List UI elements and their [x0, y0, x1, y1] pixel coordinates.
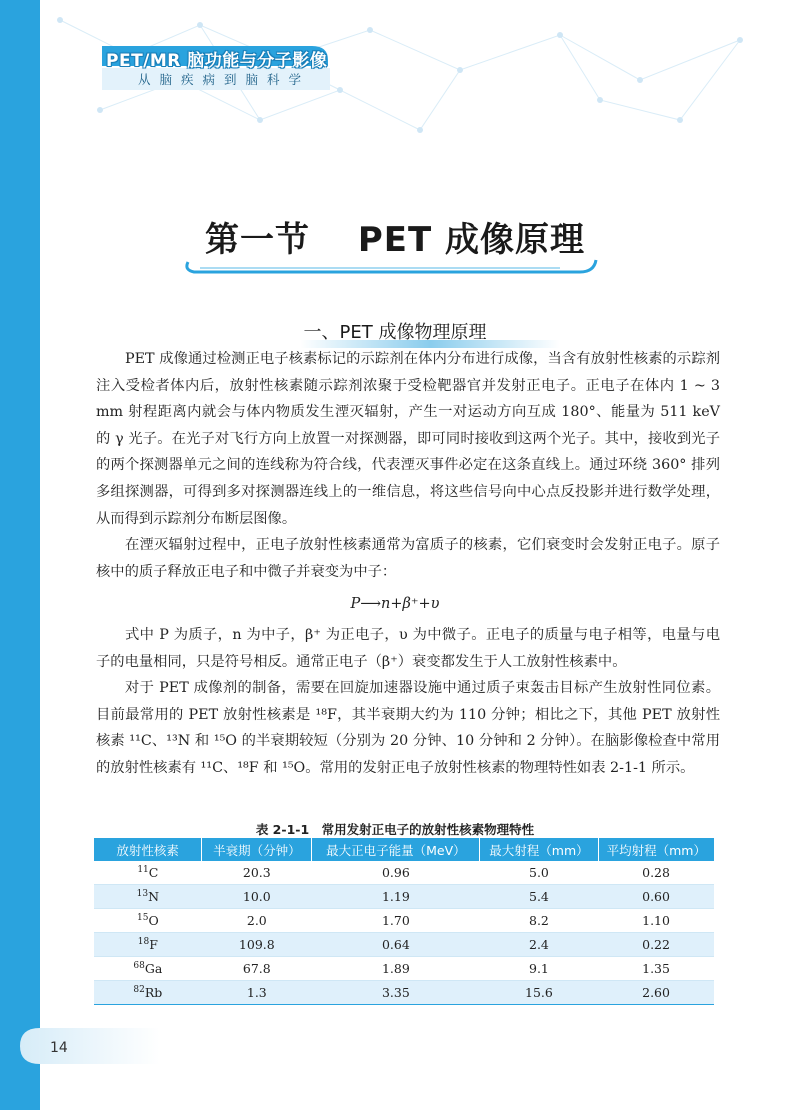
header-max-range: 最大射程（mm）	[480, 838, 598, 861]
chapter-title: 第一节 PET 成像原理	[204, 220, 585, 260]
nuclide-cell: $^{13}$N	[94, 885, 202, 909]
table-row	[94, 933, 714, 957]
body-text-upper	[96, 346, 720, 585]
header-mean-range: 平均射程（mm）	[598, 838, 714, 861]
half-life-cell: 10.0	[202, 885, 312, 909]
header-half-life: 半衰期（分钟）	[202, 838, 312, 861]
half-life-cell: 67.8	[202, 957, 312, 981]
nuclide-cell: $^{68}$Ga	[94, 957, 202, 981]
paragraph-4: 对于 PET 成像剂的制备，需要在回旋加速器设施中通过质子束轰击目标产生放射性同位素。目前最常用的 PET 放射性核素是 ¹⁸F，其半衰期大约为 110 分钟；相比之下，其他 PET 放射性核素 ¹¹C、¹³N 和 ¹⁵O 的半衰期较短（分别为 20 分钟、10 分钟和 2 分钟）。在脑影像检查中常用的放射性核素有 ¹¹C、¹⁸F 和 ¹⁵O。常用的发射正电子放射性核素的物理特性如表 2-1-1 所示。	[96, 680, 720, 776]
half-life-cell: 2.0	[202, 909, 312, 933]
max-range-cell: 9.1	[480, 957, 598, 981]
mean-range-cell: 1.10	[598, 909, 714, 933]
nuclide-cell: $^{11}$C	[94, 861, 202, 885]
series-title-sub: 从脑疾病到脑科学	[138, 72, 311, 87]
paragraph-3: 式中 P 为质子，n 为中子，β⁺ 为正电子，υ 为中微子。正电子的质量与电子相等，电量与电子的电量相同，只是符号相反。通常正电子（β⁺）衰变都发生于人工放射性核素中。	[96, 627, 720, 670]
energy-cell: 0.96	[312, 861, 480, 885]
energy-cell: 3.35	[312, 981, 480, 1005]
table-row	[94, 885, 714, 909]
nuclide-cell: $^{82}$Rb	[94, 981, 202, 1005]
table-row	[94, 981, 714, 1005]
header-nuclide: 放射性核素	[94, 838, 202, 861]
energy-cell: 1.89	[312, 957, 480, 981]
radionuclide-table	[94, 838, 714, 1005]
series-title-main: PET/MR 脑功能与分子影像	[106, 51, 328, 71]
energy-cell: 1.19	[312, 885, 480, 909]
nuclide-cell: $^{18}$F	[94, 933, 202, 957]
energy-cell: 1.70	[312, 909, 480, 933]
mean-range-cell: 0.28	[598, 861, 714, 885]
max-range-cell: 2.4	[480, 933, 598, 957]
page-number: 14	[50, 1040, 68, 1056]
half-life-cell: 1.3	[202, 981, 312, 1005]
max-range-cell: 8.2	[480, 909, 598, 933]
page-number-decoration	[20, 1028, 160, 1064]
body-text-lower	[96, 622, 720, 782]
paragraph-1: PET 成像通过检测正电子核素标记的示踪剂在体内分布进行成像，当含有放射性核素的示踪剂注入受检者体内后，放射性核素随示踪剂浓聚于受检靶器官并发射正电子。正电子在体内 1 ~ 3 mm 射程距离内就会与体内物质发生湮灭辐射，产生一对运动方向互成 180°、能量为 511 keV 的 γ 光子。在光子对飞行方向上放置一对探测器，即可同时接收到这两个光子。其中，接收到光子的两个探测器单元之间的连线称为符合线，代表湮灭事件必定在这条直线上。通过环绕 360° 排列多组探测器，可得到多对探测器连线上的一维信息，将这些信号向中心点反投影并进行数学处理，从而得到示踪剂分布断层图像。	[96, 351, 720, 527]
mean-range-cell: 1.35	[598, 957, 714, 981]
header-max-energy: 最大正电子能量（MeV）	[312, 838, 480, 861]
series-title-block	[98, 42, 334, 94]
table-row	[94, 861, 714, 885]
mean-range-cell: 2.60	[598, 981, 714, 1005]
max-range-cell: 5.4	[480, 885, 598, 909]
mean-range-cell: 0.60	[598, 885, 714, 909]
table-header-row	[94, 838, 714, 861]
max-range-cell: 15.6	[480, 981, 598, 1005]
mean-range-cell: 0.22	[598, 933, 714, 957]
nuclide-cell: $^{15}$O	[94, 909, 202, 933]
paragraph-2: 在湮灭辐射过程中，正电子放射性核素通常为富质子的核素，它们衰变时会发射正电子。原子核中的质子释放正电子和中微子并衰变为中子：	[96, 537, 720, 580]
decay-formula: P⟶n+β⁺+υ	[350, 596, 440, 612]
table-row	[94, 957, 714, 981]
half-life-cell: 109.8	[202, 933, 312, 957]
energy-cell: 0.64	[312, 933, 480, 957]
table-row	[94, 909, 714, 933]
left-accent-bar	[0, 0, 40, 1110]
section-heading: 一、PET 成像物理原理	[303, 322, 487, 343]
half-life-cell: 20.3	[202, 861, 312, 885]
table-caption: 表 2-1-1 常用发射正电子的放射性核素物理特性	[255, 822, 535, 837]
max-range-cell: 5.0	[480, 861, 598, 885]
